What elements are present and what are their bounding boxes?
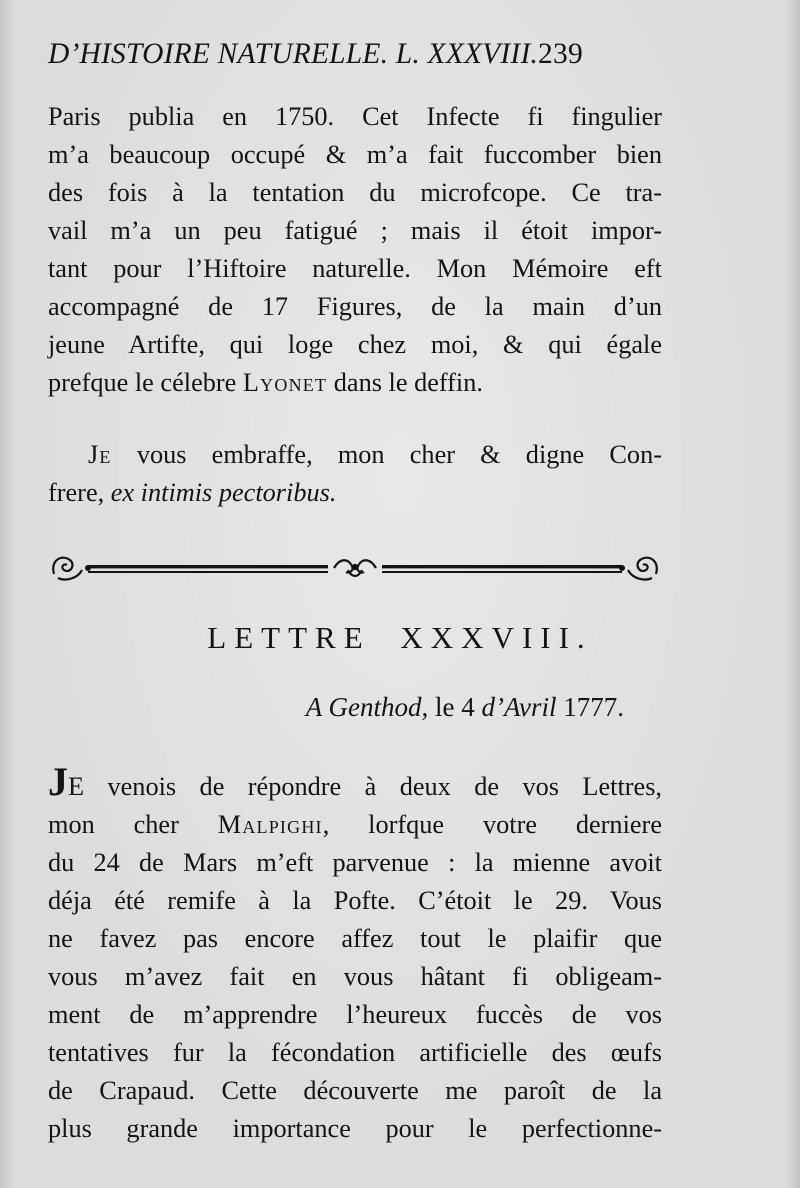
date-month: d’Avril: [481, 692, 557, 722]
page-number: 239: [538, 38, 583, 70]
paragraph-2: [48, 436, 662, 512]
latin-phrase: ex intimis pectoribus.: [110, 478, 337, 507]
text-fragment: dans le deffin.: [327, 368, 483, 397]
paragraph-3: [48, 759, 662, 1148]
text-line: jeune Artifte, qui loge chez moi, & qui égale: [48, 330, 662, 359]
text-fragment: , lorfque votre derniere: [322, 810, 662, 839]
text-line: Paris publia en 1750. Cet Infecte fi fingulier: [48, 102, 662, 131]
text-line: [48, 364, 662, 402]
place: A Genthod,: [305, 692, 429, 722]
proper-name-lyonet: Lyonet: [242, 368, 328, 397]
text-line: accompagné de 17 Figures, de la main d’un: [48, 292, 662, 321]
text-line: [48, 806, 662, 844]
text-fragment: prefque le célebre: [48, 368, 243, 397]
text-fragment: frere,: [48, 478, 111, 507]
text-line: vail m’a un peu fatigué ; mais il étoit impor-: [48, 216, 662, 245]
text-line: vous m’avez fait en vous hâtant fi obligeam-: [48, 962, 662, 991]
decorative-rule-ornament: [48, 548, 662, 588]
text-line: plus grande importance pour le perfectionne-: [48, 1114, 662, 1143]
small-caps-opening: Je: [88, 440, 112, 469]
text-line: [48, 759, 662, 806]
text-line: des fois à la tentation du microfcope. Ce tra-: [48, 178, 662, 207]
date-year: 1777.: [556, 692, 624, 722]
text-line: tentatives fur la fécondation artificielle des œufs: [48, 1038, 662, 1067]
running-head-title: D’HISTOIRE NATURELLE. L. XXXVIII.: [48, 38, 539, 70]
drop-cap: J: [48, 759, 68, 804]
text-line: tant pour l’Hiftoire naturelle. Mon Mémoire eft: [48, 254, 662, 283]
text-line: déja été remife à la Pofte. C’étoit le 29. Vous: [48, 886, 662, 915]
paragraph-1: [48, 98, 662, 402]
text-fragment: mon cher: [48, 810, 218, 839]
text-line: ne favez pas encore affez tout le plaifir que: [48, 924, 662, 953]
date-day: le 4: [428, 692, 482, 722]
text-line: m’a beaucoup occupé & m’a fait fuccomber bien: [48, 140, 662, 169]
letter-heading: LETTRE XXXVIII.: [207, 620, 593, 655]
text-line: [48, 436, 662, 474]
text-fragment: E venois de répondre à deux de vos Lettres,: [68, 772, 662, 801]
proper-name-malpighi: Malpighi: [217, 810, 323, 839]
text-fragment: vous embraffe, mon cher & digne Con-: [111, 440, 662, 469]
text-line: du 24 de Mars m’eft parvenue : la mienne avoit: [48, 848, 662, 877]
text-line: ment de m’apprendre l’heureux fuccès de vos: [48, 1000, 662, 1029]
dateline: [0, 692, 624, 723]
running-head: [48, 38, 662, 82]
text-line: de Crapaud. Cette découverte me paroît de la: [48, 1076, 662, 1105]
text-line: [48, 474, 662, 512]
